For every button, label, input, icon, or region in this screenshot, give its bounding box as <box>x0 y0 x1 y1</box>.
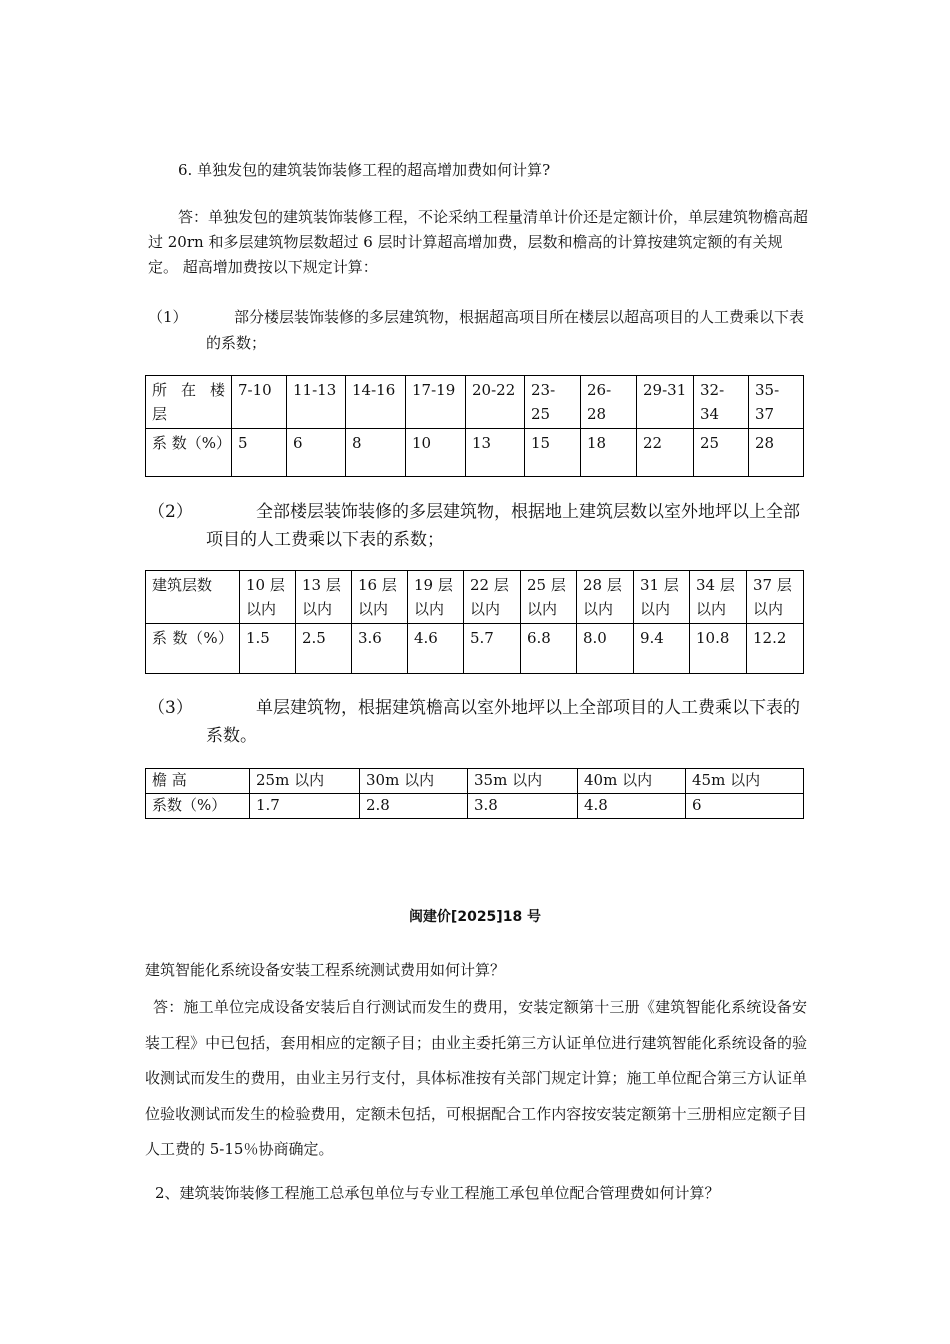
table-cell: 22 <box>637 429 694 477</box>
eave-height-coefficient-table <box>145 768 804 819</box>
table-cell: 7-10 <box>232 376 287 429</box>
question-system-testing: 建筑智能化系统设备安装工程系统测试费用如何计算？ <box>145 961 506 979</box>
table-cell: 10 <box>406 429 466 477</box>
table-row <box>146 769 804 794</box>
table-cell: 17-19 <box>406 376 466 429</box>
rule-item-3 <box>148 694 808 750</box>
rule-item-1-number: （1） <box>148 308 188 326</box>
table-row <box>146 571 804 624</box>
table-cell: 12.2 <box>747 624 804 674</box>
table-header-cell: 所 在 楼 层 <box>146 376 232 429</box>
answer-system-testing: 答：施工单位完成设备安装后自行测试而发生的费用，安装定额第十三册《建筑智能化系统设备安装工程》中已包括，套用相应的定额子目；由业主委托第三方认证单位进行建筑智能化系统设备的验收测试而发生的费用，由业主另行支付，具体标准按有关部门规定计算；施工单位配合第三方认证单位验收测试而发生的检验费用，定额未包括，可根据配合工作内容按安装定额第十三册相应定额子目人工费的 5-15％协商确定。 <box>145 998 807 1158</box>
document-number-title: 闽建价[2025]18 号 <box>408 909 542 925</box>
table-cell: 4.8 <box>578 794 686 819</box>
table-cell: 31 层以内 <box>634 571 690 624</box>
table-cell: 19 层以内 <box>408 571 464 624</box>
table-cell: 37 层以内 <box>747 571 804 624</box>
table-header-cell: 檐 高 <box>146 769 250 794</box>
table-cell: 25m 以内 <box>250 769 360 794</box>
table-cell: 40m 以内 <box>578 769 686 794</box>
table-header-cell: 建筑层数 <box>146 571 240 624</box>
table-cell: 3.6 <box>352 624 408 674</box>
table-cell: 1.5 <box>240 624 296 674</box>
table-cell: 5.7 <box>464 624 521 674</box>
table-cell: 35-37 <box>749 376 804 429</box>
table-cell: 30m 以内 <box>360 769 468 794</box>
table-cell: 23-25 <box>525 376 581 429</box>
question-2-management-fee: 2、建筑装饰装修工程施工总承包单位与专业工程施工承包单位配合管理费如何计算？ <box>155 1184 720 1202</box>
storey-coefficient-table <box>145 570 804 674</box>
table-cell: 4.6 <box>408 624 464 674</box>
table-header-cell: 系 数（%） <box>146 624 240 674</box>
table-cell: 1.7 <box>250 794 360 819</box>
table-cell: 13 层以内 <box>296 571 352 624</box>
table-cell: 45m 以内 <box>686 769 804 794</box>
rule-item-3-number: （3） <box>148 698 193 718</box>
table-cell: 10 层以内 <box>240 571 296 624</box>
answer-6: 答：单独发包的建筑装饰装修工程，不论采纳工程量清单计价还是定额计价，单层建筑物檐高超过 20rn 和多层建筑物层数超过 6 层时计算超高增加费，层数和檐高的计算按建筑定额的有关规定。 超高增加费按以下规定计算： <box>148 208 809 276</box>
table-cell: 28 <box>749 429 804 477</box>
table-cell: 34 层以内 <box>690 571 747 624</box>
table-cell: 8.0 <box>577 624 634 674</box>
floor-coefficient-table <box>145 375 804 477</box>
rule-item-1 <box>148 304 808 356</box>
rule-item-2 <box>148 498 808 554</box>
rule-item-3-text: 单层建筑物，根据建筑檐高以室外地坪以上全部项目的人工费乘以下表的系数。 <box>206 698 800 746</box>
table-cell: 9.4 <box>634 624 690 674</box>
table-row <box>146 624 804 674</box>
table-cell: 8 <box>346 429 406 477</box>
table-cell: 16 层以内 <box>352 571 408 624</box>
table-header-cell: 系 数（%） <box>146 429 232 477</box>
rule-item-2-text: 全部楼层装饰装修的多层建筑物，根据地上建筑层数以室外地坪以上全部项目的人工费乘以下表的系数； <box>206 502 800 550</box>
rule-item-2-number: （2） <box>148 502 193 522</box>
table-cell: 26-28 <box>581 376 637 429</box>
table-cell: 13 <box>466 429 525 477</box>
table-row <box>146 794 804 819</box>
table-cell: 5 <box>232 429 287 477</box>
table-cell: 22 层以内 <box>464 571 521 624</box>
table-cell: 18 <box>581 429 637 477</box>
table-cell: 6 <box>686 794 804 819</box>
question-6: 6. 单独发包的建筑装饰装修工程的超高增加费如何计算? <box>178 161 551 179</box>
table-row <box>146 429 804 477</box>
rule-item-1-text: 部分楼层装饰装修的多层建筑物，根据超高项目所在楼层以超高项目的人工费乘以下表的系数； <box>206 308 805 352</box>
table-cell: 15 <box>525 429 581 477</box>
table-cell: 2.8 <box>360 794 468 819</box>
table-cell: 32-34 <box>694 376 749 429</box>
table-cell: 28 层以内 <box>577 571 634 624</box>
table-cell: 3.8 <box>468 794 578 819</box>
table-row <box>146 376 804 429</box>
table-header-cell: 系数（%） <box>146 794 250 819</box>
table-cell: 14-16 <box>346 376 406 429</box>
table-cell: 20-22 <box>466 376 525 429</box>
table-cell: 2.5 <box>296 624 352 674</box>
table-cell: 25 <box>694 429 749 477</box>
table-cell: 6.8 <box>521 624 577 674</box>
table-cell: 35m 以内 <box>468 769 578 794</box>
table-cell: 29-31 <box>637 376 694 429</box>
table-cell: 10.8 <box>690 624 747 674</box>
table-cell: 25 层以内 <box>521 571 577 624</box>
table-cell: 6 <box>287 429 346 477</box>
table-cell: 11-13 <box>287 376 346 429</box>
